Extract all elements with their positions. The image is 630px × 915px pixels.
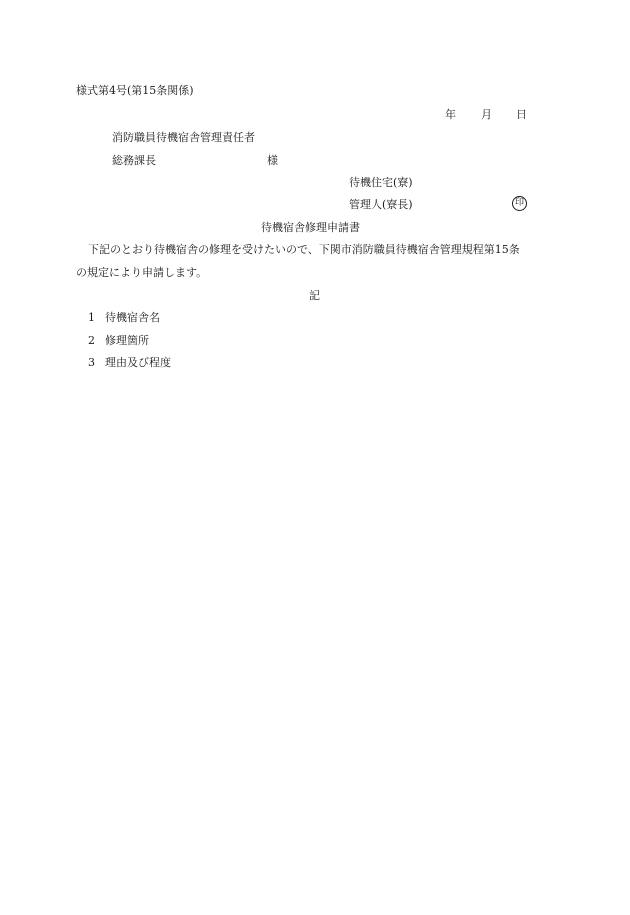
- body-line-1: 下記のとおり待機宿舎の修理を受けたいので、下関市消防職員待機宿舎管理規程第15条: [88, 243, 520, 256]
- item-label: 待機宿舎名: [105, 311, 160, 324]
- addressee-honorific: 様: [267, 154, 278, 167]
- date-year: 年: [445, 108, 456, 121]
- item-label: 修理箇所: [105, 334, 149, 347]
- item-label: 理由及び程度: [105, 356, 171, 369]
- applicant-manager: 管理人(寮長): [349, 198, 413, 211]
- addressee-line2: 総務課長: [112, 154, 156, 167]
- applicant-residence: 待機住宅(寮): [349, 176, 413, 189]
- list-item: [88, 311, 160, 325]
- date-month: 月: [481, 108, 492, 121]
- seal-mark: 印: [512, 196, 527, 211]
- document-title: 待機宿舎修理申請書: [261, 221, 360, 234]
- list-item: [88, 334, 149, 348]
- form-number: 様式第4号(第15条関係): [76, 84, 194, 97]
- item-number: 1: [88, 311, 95, 324]
- addressee-line1: 消防職員待機宿舎管理責任者: [112, 131, 255, 144]
- item-number: 3: [88, 356, 95, 369]
- list-item: [88, 356, 171, 370]
- body-line-2: の規定により申請します。: [76, 266, 208, 279]
- date-day: 日: [516, 108, 527, 121]
- item-number: 2: [88, 334, 95, 347]
- ki-heading: 記: [309, 289, 320, 302]
